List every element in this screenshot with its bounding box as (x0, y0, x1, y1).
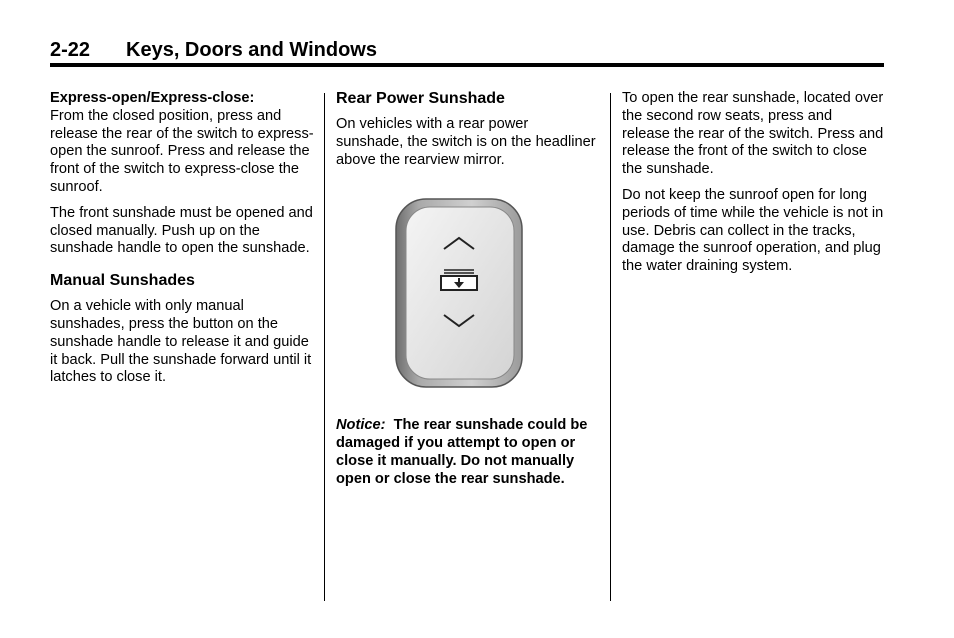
column-divider-1 (324, 93, 325, 601)
notice-paragraph (336, 417, 598, 488)
express-paragraph (50, 90, 316, 197)
page-number: 2-22 (50, 39, 91, 61)
manual-sunshades-paragraph: On a vehicle with only manual sunshades, press the button on the sunshade handle to release it and guide it back. Pull the sunshade forward until it latches to close it. (50, 298, 312, 386)
rear-power-sunshade-heading: Rear Power Sunshade (336, 90, 505, 107)
manual-sunshades-heading: Manual Sunshades (50, 272, 195, 290)
front-sunshade-paragraph: The front sunshade must be opened and closed manually. Push up on the sunshade handle to open the sunshade. (50, 204, 313, 257)
header-rule (50, 63, 884, 67)
column-divider-2 (610, 93, 611, 601)
express-text: From the closed position, press and release the rear of the switch to express-open the sunroof. Press and release the front of the switch to express-close the sunroof. (50, 107, 314, 195)
open-rear-sunshade-paragraph: To open the rear sunshade, located over the second row seats, press and release the rear of the switch. Press and release the front of the switch to close the sunshade. (622, 90, 884, 178)
sunroof-warning-paragraph: Do not keep the sunroof open for long periods of time while the vehicle is not in use. Debris can collect in the tracks, damage the sunroof operation, and plug the water draining system. (622, 186, 884, 275)
notice-text: The rear sunshade could be damaged if you attempt to open or close it manually. Do not manually open or close the rear sunshade. (336, 417, 588, 487)
page-title: Keys, Doors and Windows (126, 39, 377, 61)
column-1 (50, 90, 316, 395)
switch-figure (336, 197, 598, 407)
express-label: Express-open/Express-close: (50, 90, 255, 106)
page-header (50, 38, 884, 62)
column-3 (622, 90, 884, 284)
notice-label: Notice: (336, 417, 386, 434)
rear-power-intro: On vehicles with a rear power sunshade, the switch is on the headliner above the rearview mirror. (336, 116, 596, 168)
sunshade-switch-icon (394, 197, 524, 389)
column-2 (336, 90, 598, 497)
